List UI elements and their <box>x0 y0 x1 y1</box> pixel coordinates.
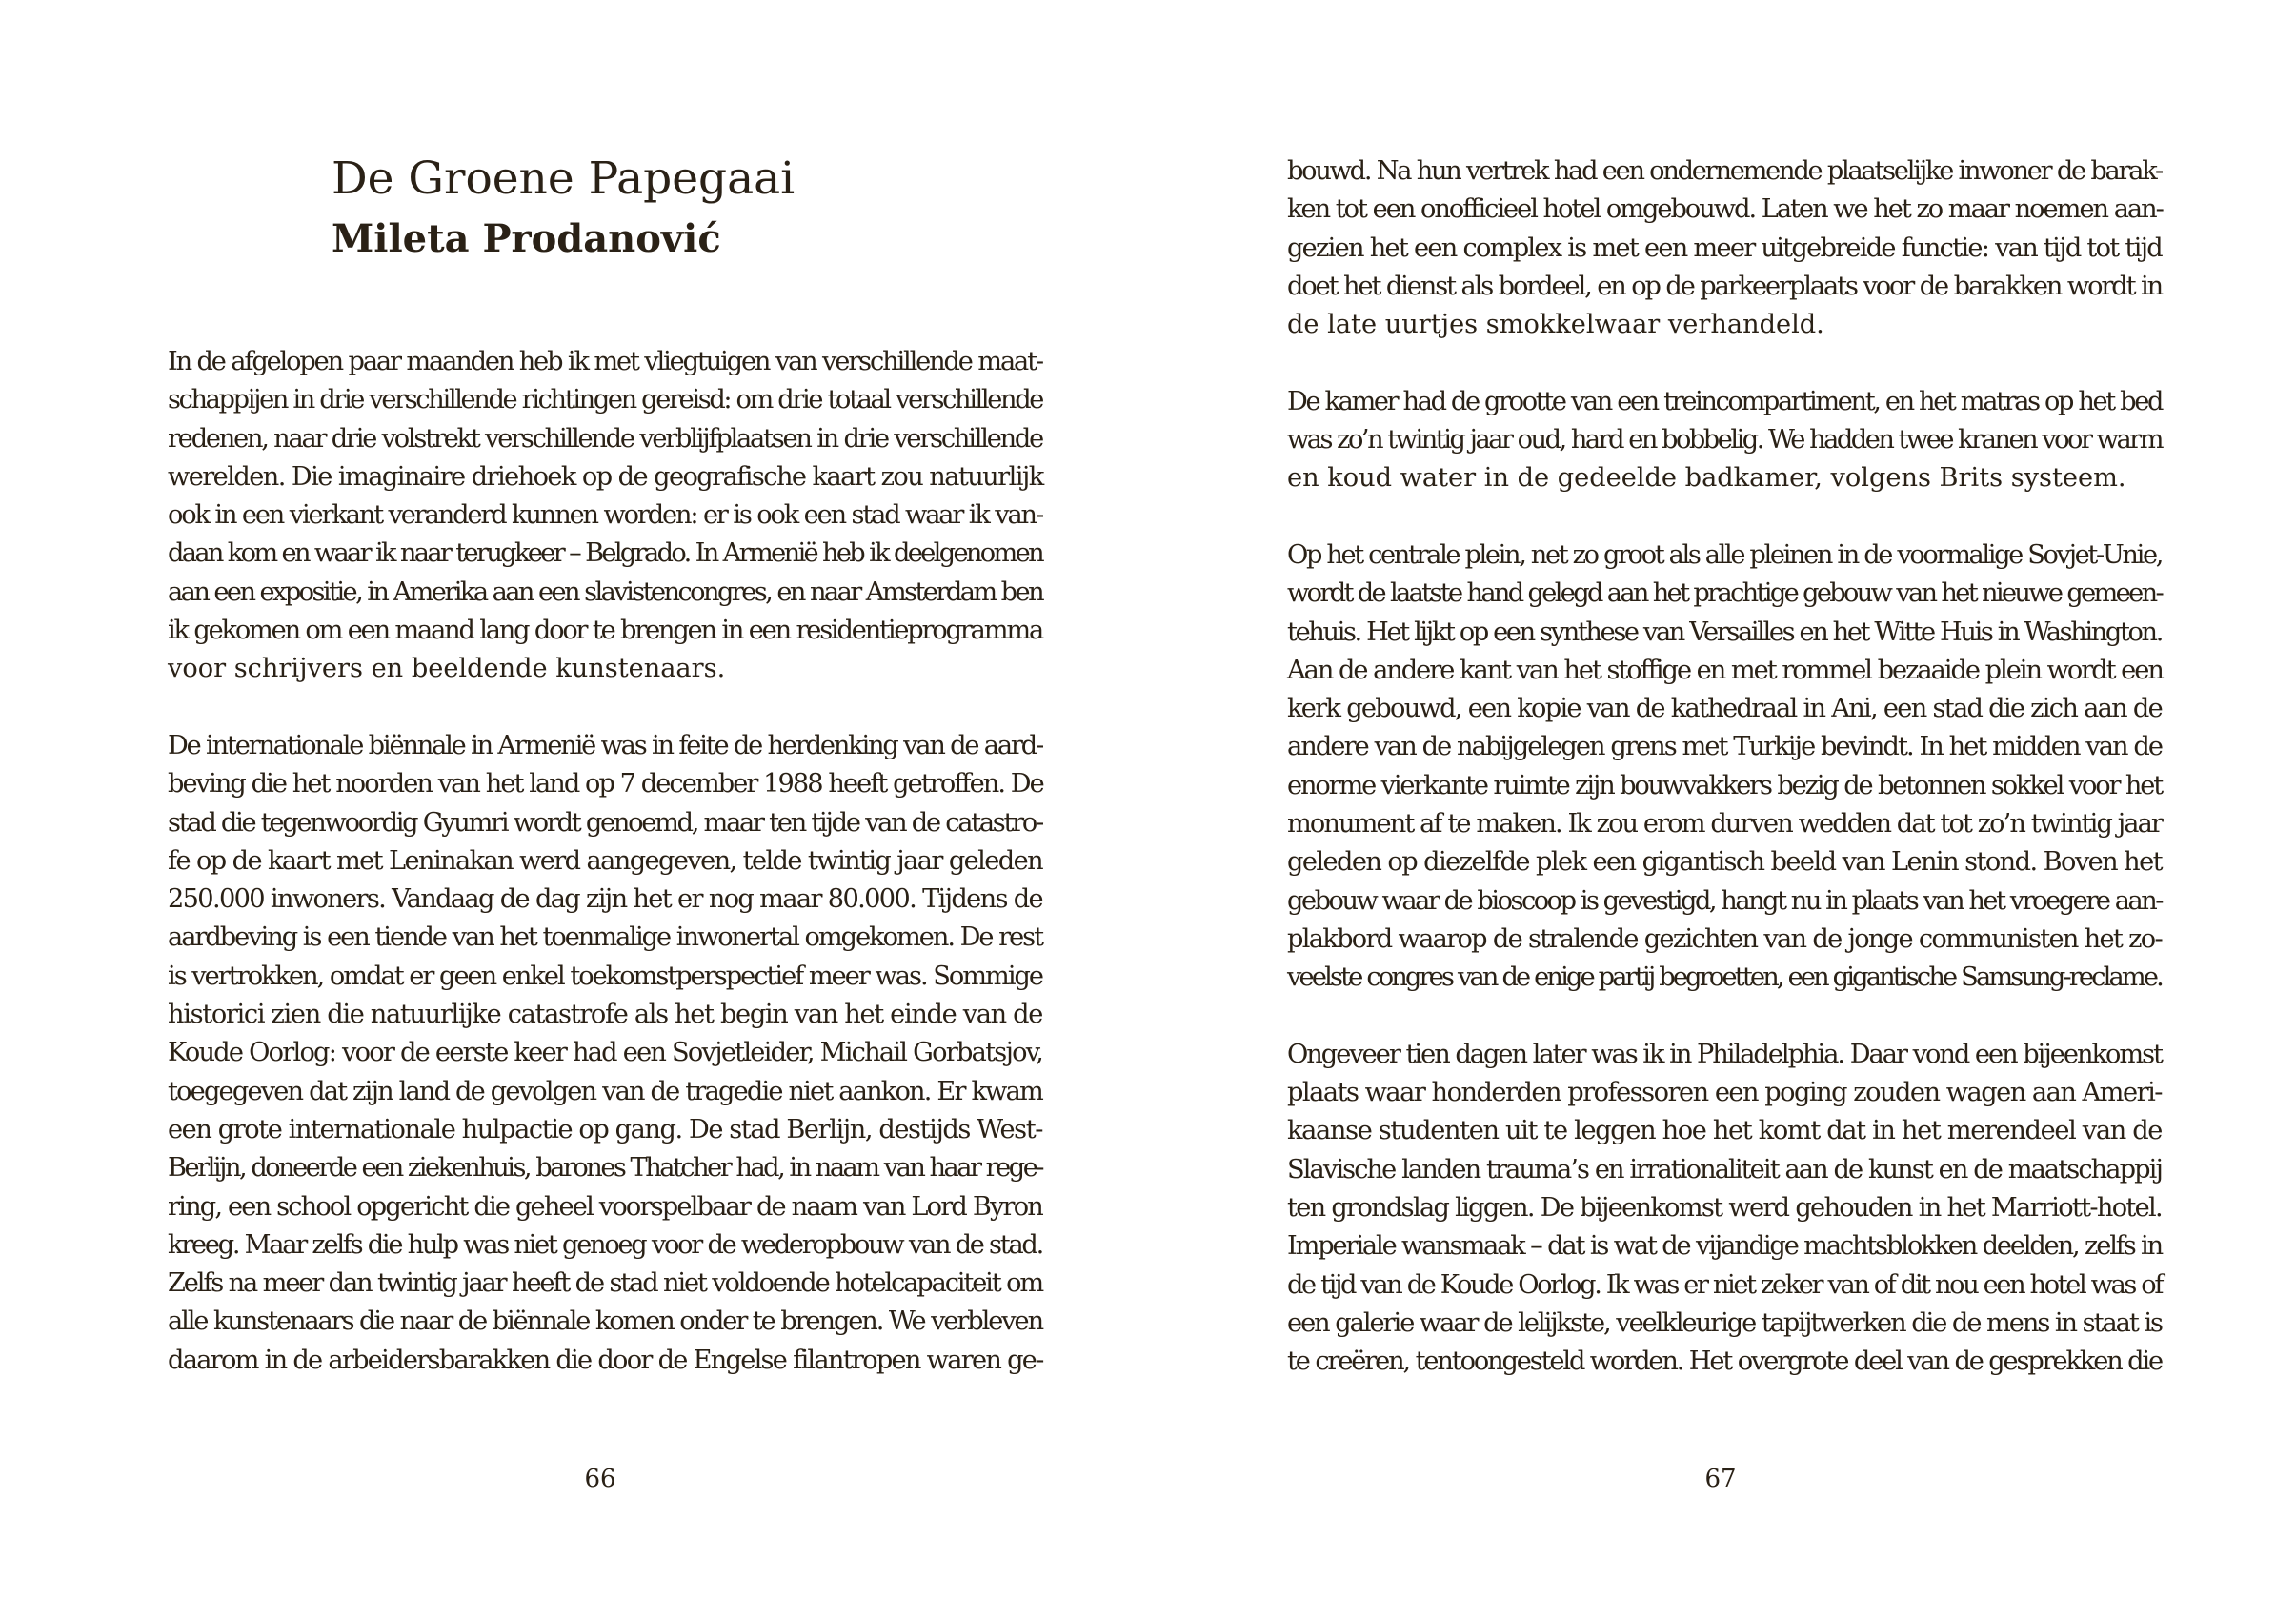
paragraph-gap <box>1287 998 2162 1036</box>
text-line: Berlijn, doneerde een ziekenhuis, barones Thatcher had, in naam van haar rege- <box>168 1153 1042 1184</box>
author-name: Mileta Prodanović <box>332 216 721 261</box>
text-line: gezien het een complex is met een meer uitgebreide functie: van tijd tot tijd <box>1287 233 2162 263</box>
text-line: ik gekomen om een maand lang door te brengen in een residentieprogramma <box>168 616 1042 646</box>
text-line: daarom in de arbeidersbarakken die door de Engelse filantropen waren ge- <box>168 1345 1043 1375</box>
text-line: voor schrijvers en beeldende kunstenaars. <box>168 654 726 684</box>
text-line: ken tot een onofficieel hotel omgebouwd. Laten we het zo maar noemen aan- <box>1287 194 2163 225</box>
text-line: schappijen in drie verschillende richtingen gereisd: om drie totaal verschillende <box>168 385 1043 415</box>
text-line: te creëren, tentoongesteld worden. Het overgrote deel van de gesprekken die <box>1287 1347 2162 1377</box>
right-page <box>1148 0 2296 1620</box>
text-line: De kamer had de grootte van een treincompartiment, en het matras op het bed <box>1287 386 2163 416</box>
page-number-right: 67 <box>1704 1465 1737 1493</box>
text-line: fe op de kaart met Leninakan werd aangegeven, telde twintig jaar geleden <box>168 845 1042 876</box>
text-line: was zo’n twintig jaar oud, hard en bobbelig. We hadden twee kranen voor warm <box>1287 425 2162 456</box>
left-body-text <box>168 343 1042 1380</box>
text-line: bouwd. Na hun vertrek had een ondernemende plaatselijke inwoner de barak- <box>1287 156 2163 186</box>
text-line: een galerie waar de lelijkste, veelkleurige tapijtwerken die de mens in staat is <box>1287 1307 2162 1338</box>
text-line: gebouw waar de bioscoop is gevestigd, hangt nu in plaats van het vroegere aan- <box>1287 885 2163 916</box>
text-line: kaanse studenten uit te leggen hoe het komt dat in het merendeel van de <box>1287 1116 2163 1146</box>
text-line: plaats waar honderden professoren een poging zouden wagen aan Ameri- <box>1287 1078 2162 1108</box>
text-line: enorme vierkante ruimte zijn bouwvakkers bezig de betonnen sokkel voor het <box>1287 770 2162 800</box>
paragraph <box>1287 537 2162 998</box>
paragraph-gap <box>1287 344 2162 382</box>
text-line: Op het centrale plein, net zo groot als alle pleinen in de voormalige Sovjet-Unie, <box>1287 539 2163 570</box>
text-line: stad die tegenwoordig Gyumri wordt genoemd, maar ten tijde van de catastro- <box>168 807 1042 838</box>
chapter-title: De Groene Papegaai <box>332 152 796 205</box>
text-line: ook in een vierkant veranderd kunnen worden: er is ook een stad waar ik van- <box>168 500 1043 531</box>
right-body-text <box>1287 152 2162 1382</box>
text-line: de tijd van de Koude Oorlog. Ik was er niet zeker van of dit nou een hotel was of <box>1287 1269 2163 1300</box>
paragraph-gap <box>1287 498 2162 537</box>
text-line: en koud water in de gedeelde badkamer, volgens Brits systeem. <box>1287 463 2126 494</box>
text-line: geleden op diezelfde plek een gigantisch beeld van Lenin stond. Boven het <box>1287 847 2163 878</box>
text-line: kerk gebouwd, een kopie van de kathedraal in Ani, een stad die zich aan de <box>1287 694 2163 724</box>
text-line: doet het dienst als bordeel, en op de parkeerplaats voor de barakken wordt in <box>1287 271 2163 301</box>
text-line: aardbeving is een tiende van het toenmalige inwonertal omgekomen. De rest <box>168 922 1043 953</box>
text-line: de late uurtjes smokkelwaar verhandeld. <box>1287 310 1824 340</box>
paragraph <box>1287 152 2162 344</box>
text-line: toegegeven dat zijn land de gevolgen van de tragedie niet aankon. Er kwam <box>168 1076 1042 1106</box>
text-line: Imperiale wansmaak – dat is wat de vijandige machtsblokken deelden, zelfs in <box>1287 1231 2162 1262</box>
text-line: De internationale biënnale in Armenië was in feite de herdenking van de aard- <box>168 730 1043 760</box>
text-line: beving die het noorden van het land op 7 december 1988 heeft getroffen. De <box>168 769 1043 800</box>
text-line: Aan de andere kant van het stoffige en met rommel bezaaide plein wordt een <box>1287 655 2163 685</box>
text-line: wordt de laatste hand gelegd aan het prachtige gebouw van het nieuwe gemeen- <box>1287 578 2162 609</box>
text-line: ten grondslag liggen. De bijeenkomst werd gehouden in het Marriott-hotel. <box>1287 1193 2162 1224</box>
paragraph <box>168 343 1042 689</box>
text-line: monument af te maken. Ik zou erom durven wedden dat tot zo’n twintig jaar <box>1287 809 2163 840</box>
text-line: daan kom en waar ik naar terugkeer – Belgrado. In Armenië heb ik deelgenomen <box>168 538 1042 569</box>
text-line: een grote internationale hulpactie op gang. De stad Berlijn, destijds West- <box>168 1114 1042 1144</box>
paragraph <box>168 727 1042 1380</box>
text-line: ring, een school opgericht die geheel voorspelbaar de naam van Lord Byron <box>168 1191 1042 1222</box>
text-line: 250.000 inwoners. Vandaag de dag zijn het er nog maar 80.000. Tijdens de <box>168 884 1042 915</box>
text-line: aan een expositie, in Amerika aan een slavistencongres, en naar Amsterdam ben <box>168 577 1043 607</box>
paragraph-gap <box>168 689 1042 727</box>
text-line: alle kunstenaars die naar de biënnale komen onder te brengen. We verbleven <box>168 1306 1043 1337</box>
text-line: Koude Oorlog: voor de eerste keer had een Sovjetleider, Michail Gorbatsjov, <box>168 1038 1043 1068</box>
text-line: Ongeveer tien dagen later was ik in Philadelphia. Daar vond een bijeenkomst <box>1287 1039 2162 1069</box>
text-line: redenen, naar drie volstrekt verschillende verblijfplaatsen in drie verschillende <box>168 423 1042 454</box>
text-line: tehuis. Het lijkt op een synthese van Versailles en het Witte Huis in Washington. <box>1287 617 2162 647</box>
text-line: andere van de nabijgelegen grens met Turkije bevindt. In het midden van de <box>1287 732 2163 762</box>
text-line: werelden. Die imaginaire driehoek op de geografische kaart zou natuurlijk <box>168 461 1043 492</box>
text-line: Slavische landen trauma’s en irrationaliteit aan de kunst en de maatschappij <box>1287 1154 2163 1185</box>
paragraph <box>1287 1036 2162 1382</box>
text-line: historici zien die natuurlijke catastrofe als het begin van het einde van de <box>168 1000 1043 1030</box>
paragraph <box>1287 383 2162 498</box>
page-number-left: 66 <box>584 1465 616 1493</box>
text-line: plakbord waarop de stralende gezichten van de jonge communisten het zo- <box>1287 923 2162 954</box>
text-line: is vertrokken, omdat er geen enkel toekomstperspectief meer was. Sommige <box>168 961 1043 991</box>
text-line: kreeg. Maar zelfs die hulp was niet genoeg voor de wederopbouw van de stad. <box>168 1229 1043 1260</box>
text-line: In de afgelopen paar maanden heb ik met vliegtuigen van verschillende maat- <box>168 347 1042 376</box>
text-line: Zelfs na meer dan twintig jaar heeft de stad niet voldoende hotelcapaciteit om <box>168 1268 1043 1299</box>
text-line: veelste congres van de enige partij begroetten, een gigantische Samsung-reclame. <box>1287 962 2163 993</box>
